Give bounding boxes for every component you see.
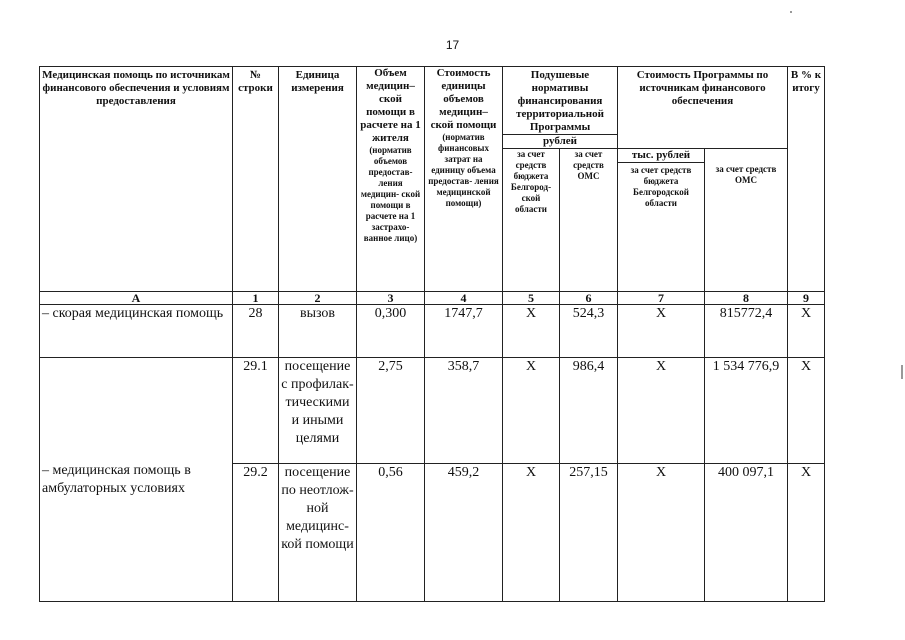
- financing-table: [39, 66, 825, 602]
- column-number: 3: [357, 292, 425, 305]
- row-unit-cost: 358,7: [425, 358, 503, 464]
- table-row: [40, 358, 825, 464]
- row-percent: Х: [788, 358, 825, 464]
- column-number: 9: [788, 292, 825, 305]
- row-cost-budget: Х: [618, 358, 705, 464]
- row-cost-oms: 400 097,1: [705, 464, 788, 602]
- row-per-capita-oms: 524,3: [560, 305, 618, 358]
- column-number: 2: [279, 292, 357, 305]
- header-per-capita-budget: за счет средств бюджета Белгород- ской области: [503, 149, 560, 292]
- header-unit: Единица измерения: [279, 67, 357, 292]
- column-number: 6: [560, 292, 618, 305]
- row-cost-budget: Х: [618, 464, 705, 602]
- row-line-number: 28: [233, 305, 279, 358]
- header-volume-main: Объем медицин– ской помощи в расчете на 1 жителя: [360, 67, 421, 144]
- header-unit-cost: [425, 67, 503, 292]
- column-number: 4: [425, 292, 503, 305]
- header-unit-thousand: тыс. рублей: [618, 149, 704, 163]
- header-cost-budget-label: за счет средств бюджета Белгородской области: [630, 165, 692, 208]
- row-unit-cost: 1747,7: [425, 305, 503, 358]
- header-per-capita-oms: за счет средств ОМС: [560, 149, 618, 292]
- row-per-capita-budget: Х: [503, 464, 560, 602]
- row-unit: вызов: [279, 305, 357, 358]
- row-volume: 0,300: [357, 305, 425, 358]
- column-number: 5: [503, 292, 560, 305]
- row-cost-oms: 815772,4: [705, 305, 788, 358]
- column-number: А: [40, 292, 233, 305]
- column-number: 8: [705, 292, 788, 305]
- header-cost-oms: [705, 149, 788, 292]
- header-medical-care: Медицинская помощь по источникам финансового обеспечения и условиям предоставления: [40, 67, 233, 292]
- scan-speck: [790, 11, 792, 13]
- row-line-number: 29.2: [233, 464, 279, 602]
- header-unit-cost-main: Стоимость единицы объемов медицин– ской помощи: [430, 67, 497, 131]
- header-unit-rubles: рублей: [503, 135, 618, 149]
- row-percent: Х: [788, 464, 825, 602]
- header-percent: В % к итогу: [788, 67, 825, 292]
- row-percent: Х: [788, 305, 825, 358]
- header-program-cost-group: Стоимость Программы по источникам финансового обеспечения: [618, 67, 788, 149]
- row-unit-cost: 459,2: [425, 464, 503, 602]
- row-cost-oms: 1 534 776,9: [705, 358, 788, 464]
- row-name: – скорая медицинская помощь: [40, 305, 233, 358]
- row-per-capita-oms: 986,4: [560, 358, 618, 464]
- row-per-capita-budget: Х: [503, 358, 560, 464]
- row-line-number: 29.1: [233, 358, 279, 464]
- row-cost-budget: Х: [618, 305, 705, 358]
- row-unit: посещение по неотлож- ной медицинс- кой помощи: [279, 464, 357, 602]
- row-per-capita-oms: 257,15: [560, 464, 618, 602]
- row-name: – медицинская помощь в амбулаторных условиях: [40, 358, 233, 602]
- page-number: 17: [445, 38, 460, 52]
- header-line-number: № строки: [233, 67, 279, 292]
- header-cost-budget: [618, 149, 705, 292]
- row-volume: 2,75: [357, 358, 425, 464]
- header-unit-cost-sub: (норматив финансовых затрат на единицу объема предостав- ления медицинской помощи): [428, 132, 499, 208]
- column-number: 1: [233, 292, 279, 305]
- scan-mark: [901, 365, 903, 379]
- row-volume: 0,56: [357, 464, 425, 602]
- column-number-row: [40, 292, 825, 305]
- row-unit: посещение с профилак- тическими и иными целями: [279, 358, 357, 464]
- header-per-capita-group: Подушевые нормативы финансирования территориальной Программы: [503, 67, 618, 135]
- column-number: 7: [618, 292, 705, 305]
- row-per-capita-budget: Х: [503, 305, 560, 358]
- header-volume-sub: (норматив объемов предостав- ления медицин- ской помощи в расчете на 1 застрахо- ванное лицо): [360, 145, 421, 243]
- table-row: [40, 305, 825, 358]
- header-cost-oms-label: за счет средств ОМС: [715, 164, 777, 185]
- header-volume: [357, 67, 425, 292]
